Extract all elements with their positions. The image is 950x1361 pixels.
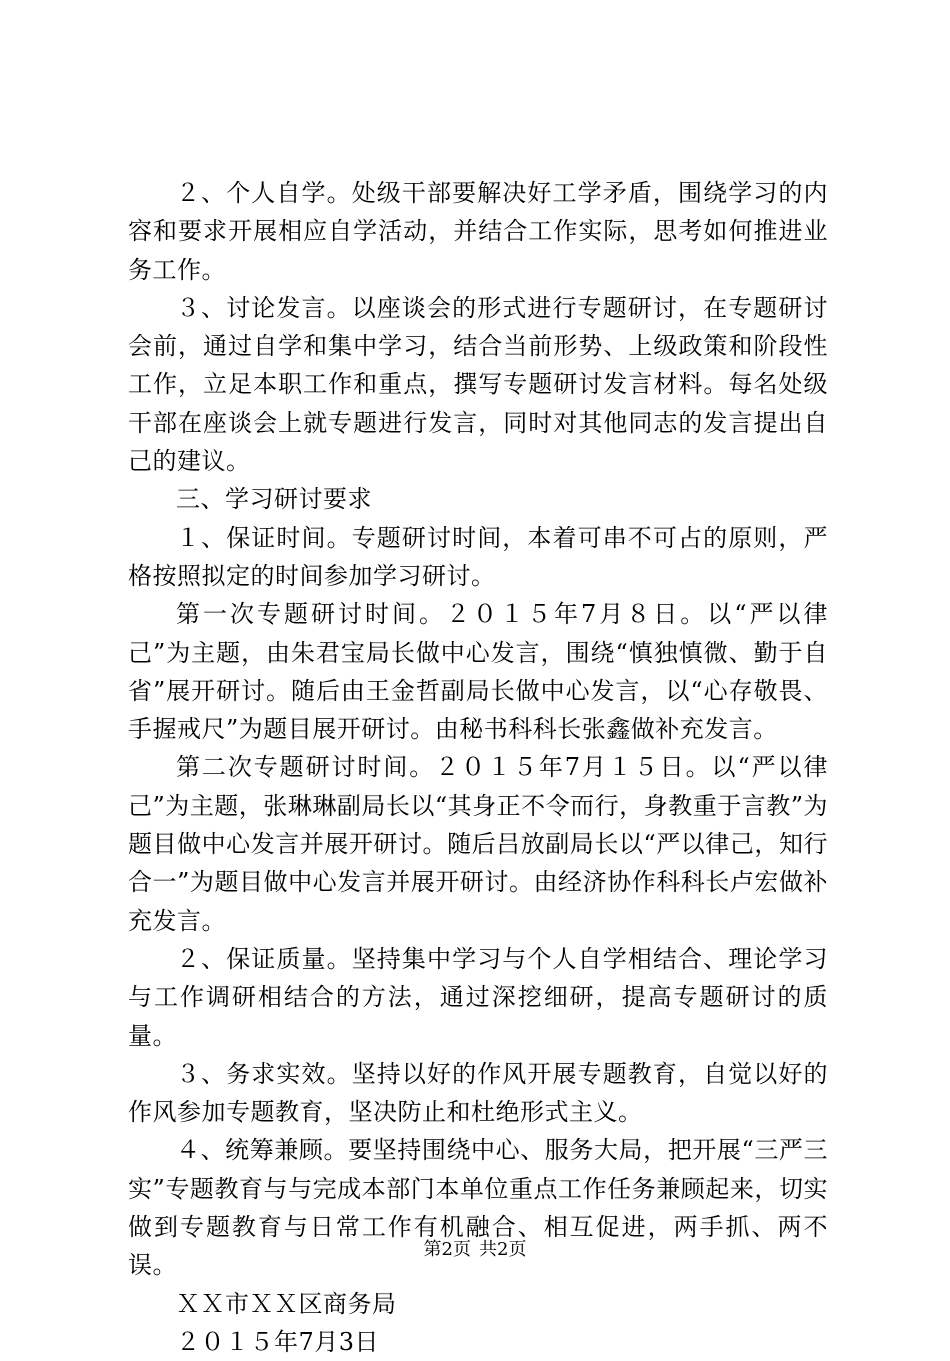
page-footer (0, 1238, 950, 1262)
paragraph-ensure-quality: ２、保证质量。坚持集中学习与个人自学相结合、理论学习与工作调研相结合的方法，通过深挖细研，提高专题研讨的质量。 (128, 944, 828, 1050)
paragraph-ensure-time: １、保证时间。专题研讨时间，本着可串不可占的原则，严格按照拟定的时间参加学习研讨。 (128, 523, 828, 590)
paragraph-discussion: ３、讨论发言。以座谈会的形式进行专题研讨，在专题研讨会前，通过自学和集中学习，结合当前形势、上级政策和阶段性工作，立足本职工作和重点，撰写专题研讨发言材料。每名处级干部在座谈会上就专题进行发言，同时对其他同志的发言提出自己的建议。 (128, 293, 828, 476)
paragraph-first-session: 第一次专题研讨时间。２０１５年7月８日。以“严以律己”为主题，由朱君宝局长做中心发言，围绕“慎独慎微、勤于自省”展开研讨。随后由王金哲副局长做中心发言，以“心存敬畏、手握戒尺”为题目展开研讨。由秘书科科长张鑫做补充发言。 (128, 600, 828, 744)
signature-organization: ＸＸ市ＸＸ区商务局 (176, 1289, 397, 1318)
paragraph-overall-planning: ４、统筹兼顾。要坚持围绕中心、服务大局，把开展“三严三实”专题教育与与完成本部门本单位重点工作任务兼顾起来，切实做到专题教育与日常工作有机融合、相互促进，两手抓、两不误。 (128, 1136, 828, 1280)
paragraph-seek-results: ３、务求实效。坚持以好的作风开展专题教育，自觉以好的作风参加专题教育，坚决防止和杜绝形式主义。 (128, 1059, 828, 1127)
page-number-current: 第2页 (423, 1239, 471, 1260)
paragraph-second-session: 第二次专题研讨时间。２０１５年7月１５日。以“严以律己”为主题，张琳琳副局长以“其身正不令而行，身教重于言教”为题目做中心发言并展开研讨。随后吕放副局长以“严以律己，知行合一”为题目做中心发言并展开研讨。由经济协作科科长卢宏做补充发言。 (128, 753, 828, 935)
paragraph-self-study: ２、个人自学。处级干部要解决好工学矛盾，围绕学习的内容和要求开展相应自学活动，并结合工作实际，思考如何推进业务工作。 (128, 179, 828, 284)
document-body (128, 174, 828, 1361)
signature-date: ２０１５年7月3日 (176, 1327, 380, 1356)
section-heading-requirements: 三、学习研讨要求 (176, 485, 372, 514)
page-number-total: 共2页 (479, 1239, 527, 1260)
